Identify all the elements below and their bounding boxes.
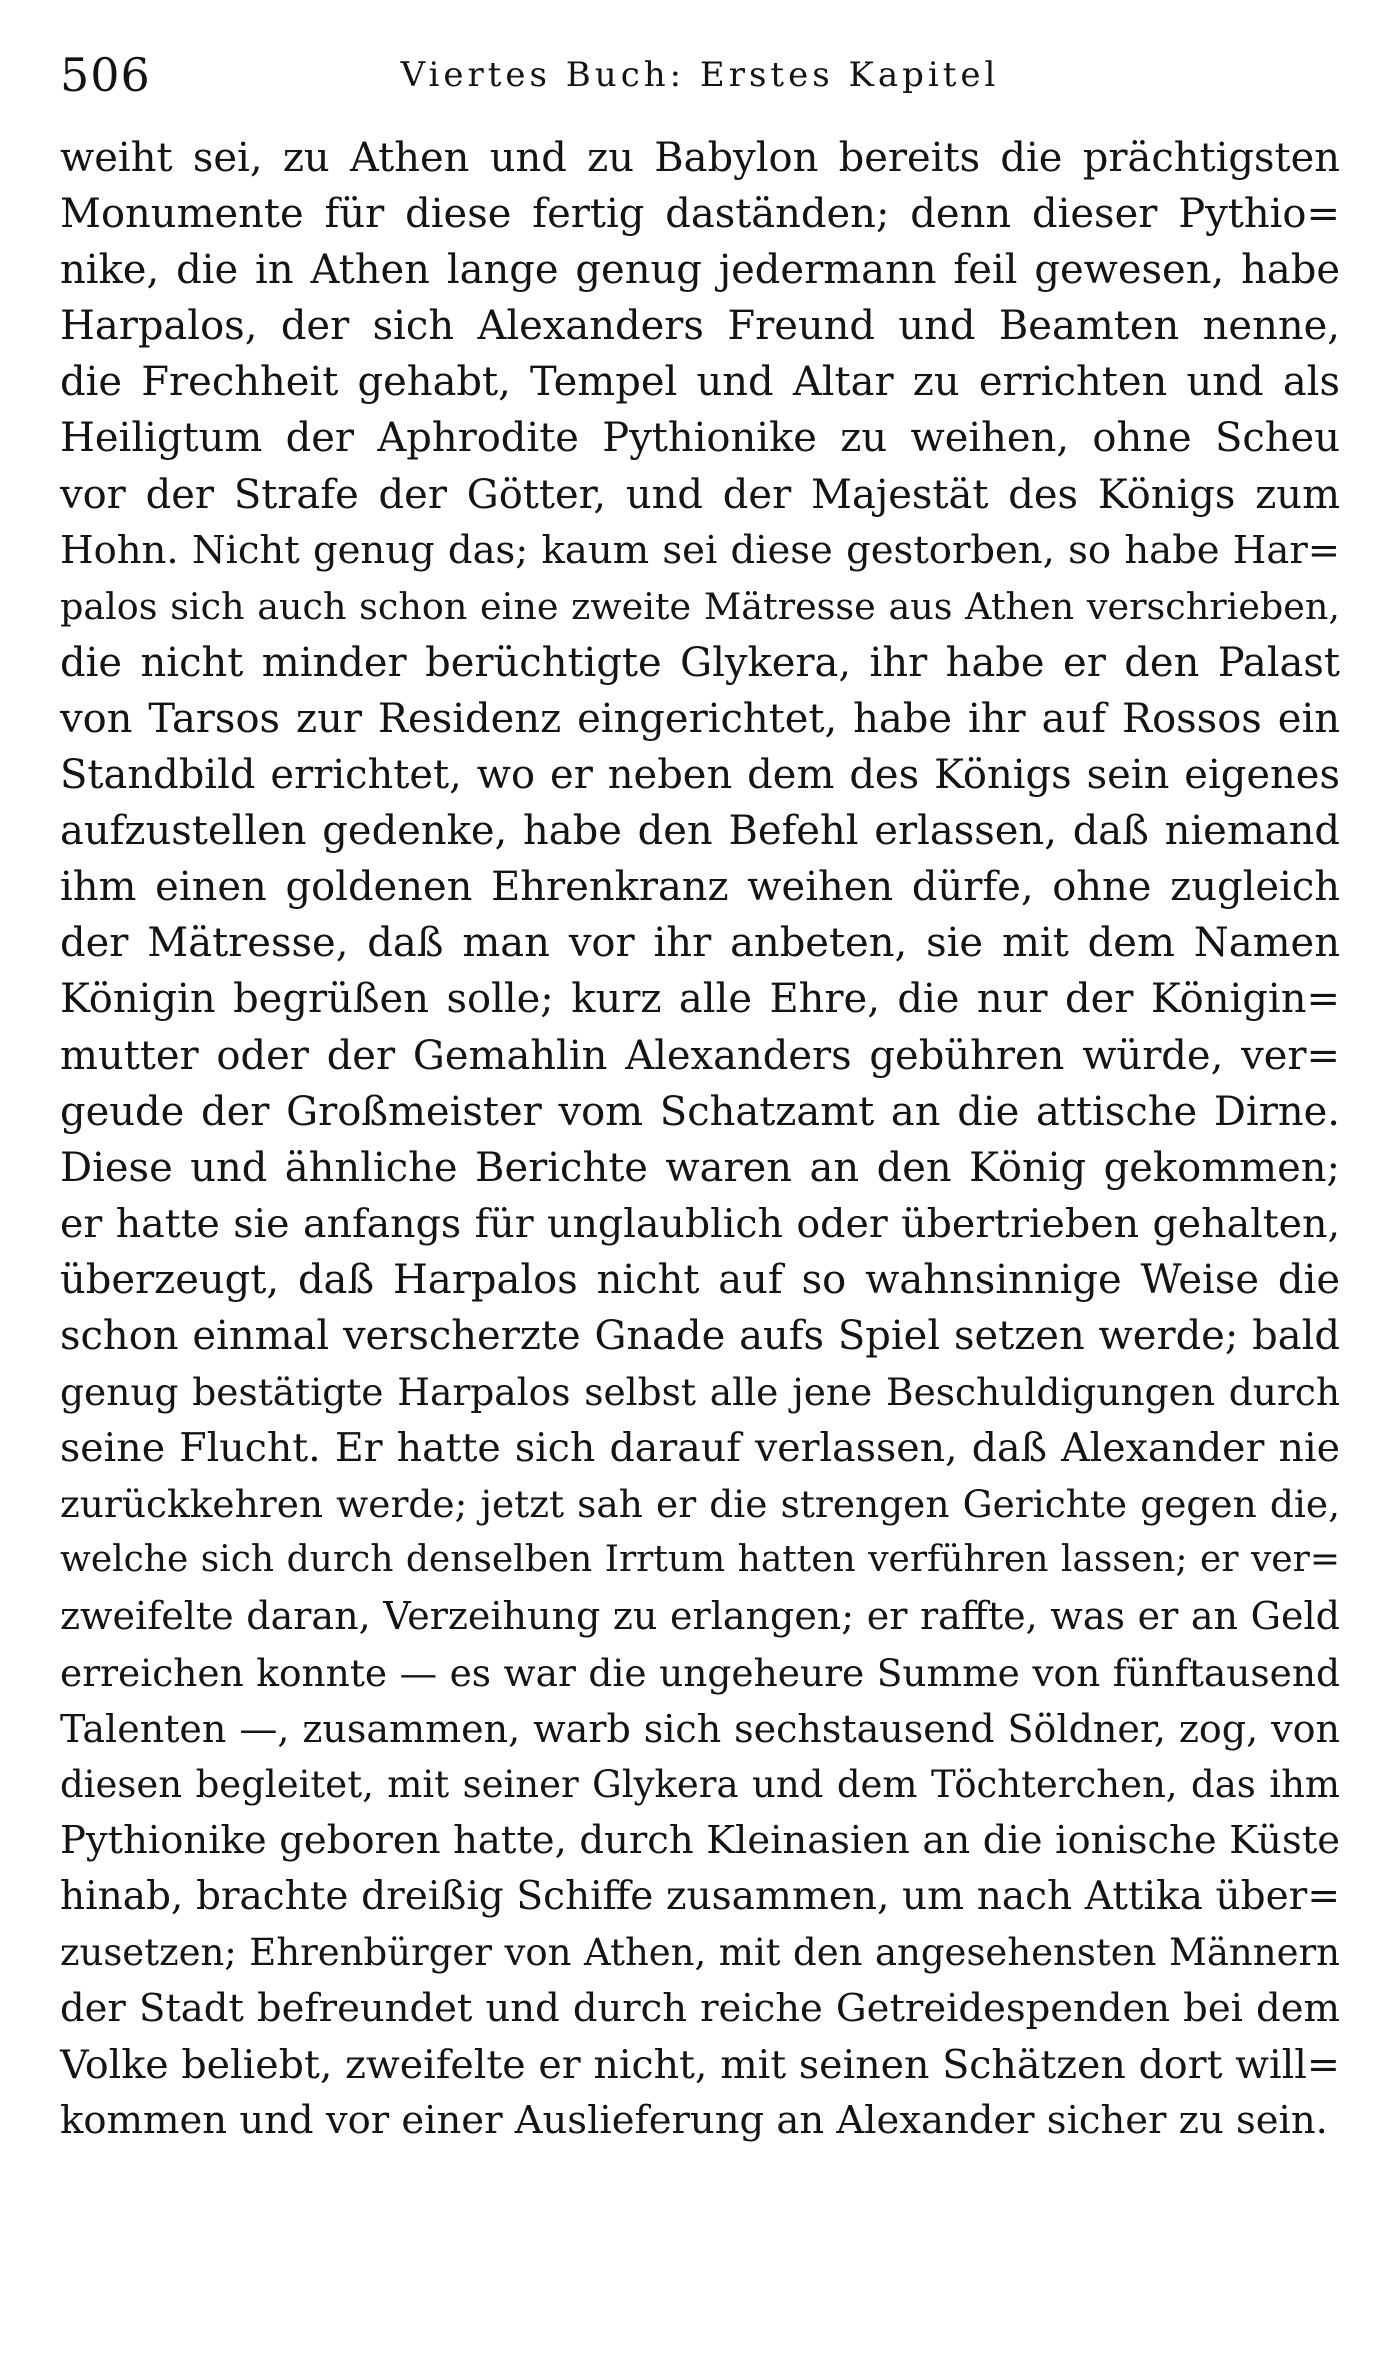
text-line: Pythionike geboren hatte, durch Kleinasien an die ionische Küste [60, 1817, 1340, 1863]
text-line: mutter oder der Gemahlin Alexanders gebühren würde, ver= [60, 1032, 1340, 1079]
text-line: seine Flucht. Er hatte sich darauf verlassen, daß Alexander nie [60, 1425, 1340, 1472]
text-line: Harpalos, der sich Alexanders Freund und Beamten nenne, [60, 303, 1340, 350]
text-line: erreichen konnte — es war die ungeheure Summe von fünftausend [60, 1650, 1340, 1695]
text-line: nike, die in Athen lange genug jedermann feil gewesen, habe [60, 247, 1340, 294]
text-line: Standbild errichtet, wo er neben dem des Königs sein eigenes [60, 752, 1340, 799]
text-line: zweifelte daran, Verzeihung zu erlangen; er raffte, was er an Geld [60, 1594, 1340, 1639]
text-line: genug bestätigte Harpalos selbst alle jene Beschuldigungen durch [60, 1370, 1340, 1415]
text-line: aufzustellen gedenke, habe den Befehl erlassen, daß niemand [60, 808, 1340, 855]
text-line: zurückkehren werde; jetzt sah er die strengen Gerichte gegen die, [60, 1482, 1340, 1527]
body-text [60, 130, 1340, 2149]
text-line: geude der Großmeister vom Schatzamt an die attische Dirne. [60, 1088, 1340, 1135]
text-line: ihm einen goldenen Ehrenkranz weihen dürfe, ohne zugleich [60, 864, 1340, 911]
text-line: Volke beliebt, zweifelte er nicht, mit seinen Schätzen dort will= [60, 2042, 1340, 2089]
text-line: überzeugt, daß Harpalos nicht auf so wahnsinnige Weise die [60, 1256, 1340, 1303]
text-line: schon einmal verscherzte Gnade aufs Spiel setzen werde; bald [60, 1312, 1340, 1359]
text-line: die nicht minder berüchtigte Glykera, ihr habe er den Palast [60, 639, 1340, 686]
text-line: zusetzen; Ehrenbürger von Athen, mit den angesehensten Männern [60, 1931, 1340, 1974]
text-line: welche sich durch denselben Irrtum hatten verführen lassen; er ver= [60, 1539, 1340, 1581]
text-line: kommen und vor einer Auslieferung an Alexander sicher zu sein. [60, 2098, 1328, 2144]
text-line: Diese und ähnliche Berichte waren an den König gekommen; [60, 1144, 1340, 1191]
text-line: von Tarsos zur Residenz eingerichtet, habe ihr auf Rossos ein [60, 695, 1340, 742]
text-line: Königin begrüßen solle; kurz alle Ehre, die nur der Königin= [60, 976, 1340, 1023]
text-line: hinab, brachte dreißig Schiffe zusammen, um nach Attika über= [60, 1873, 1340, 1919]
text-line: der Stadt befreundet und durch reiche Getreidespenden bei dem [60, 1986, 1340, 2032]
text-line: palos sich auch schon eine zweite Mätresse aus Athen verschrieben, [60, 584, 1340, 628]
text-line: Heiligtum der Aphrodite Pythionike zu weihen, ohne Scheu [60, 415, 1340, 462]
text-line: vor der Strafe der Götter, und der Majestät des Königs zum [60, 471, 1340, 518]
text-line: Monumente für diese fertig daständen; denn dieser Pythio= [60, 191, 1340, 238]
page-number: 506 [60, 48, 151, 102]
text-line: diesen begleitet, mit seiner Glykera und dem Töchterchen, das ihm [60, 1762, 1340, 1806]
running-title: Viertes Buch: Erstes Kapitel [400, 55, 1000, 95]
text-line: er hatte sie anfangs für unglaublich oder übertrieben gehalten, [60, 1200, 1340, 1247]
text-line: die Frechheit gehabt, Tempel und Altar zu errichten und als [60, 359, 1340, 406]
text-line: weiht sei, zu Athen und zu Babylon bereits die prächtigsten [60, 135, 1340, 181]
text-line: Talenten —, zusammen, warb sich sechstausend Söldner, zog, von [60, 1706, 1340, 1751]
page-header [60, 40, 1340, 110]
text-line: Hohn. Nicht genug das; kaum sei diese gestorben, so habe Har= [60, 527, 1340, 573]
text-line: der Mätresse, daß man vor ihr anbeten, sie mit dem Namen [60, 920, 1340, 967]
